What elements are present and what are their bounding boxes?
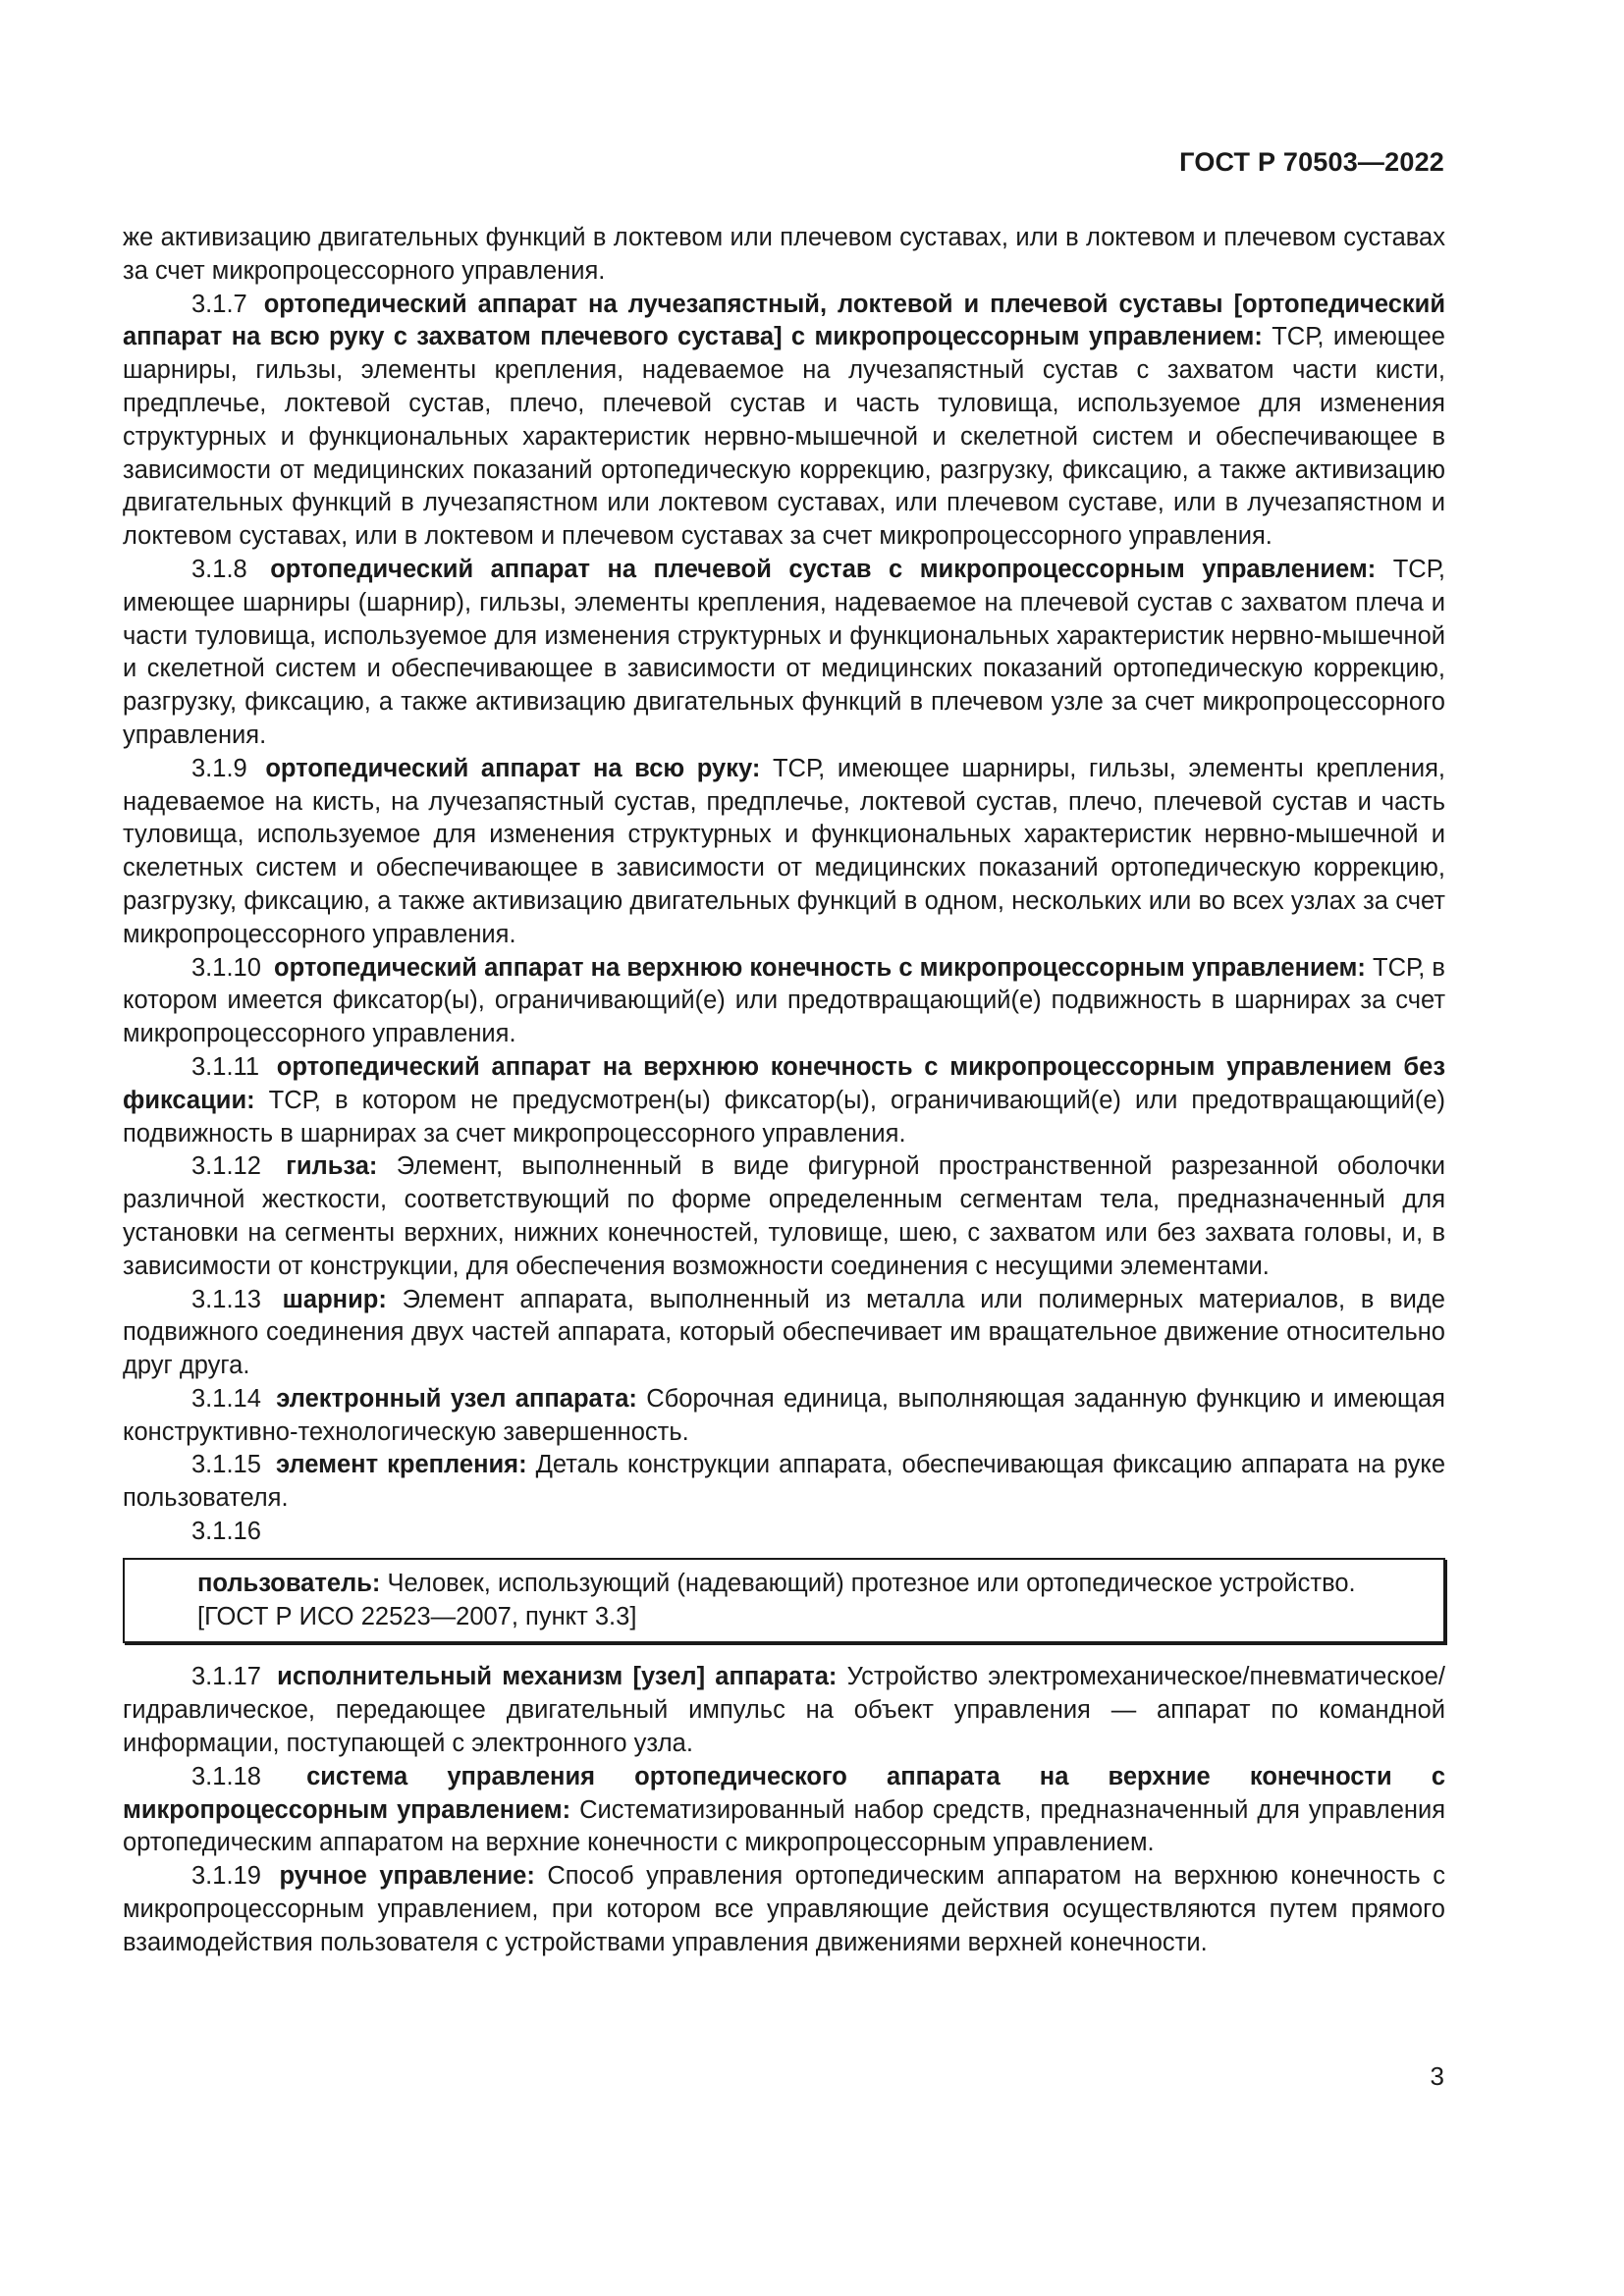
clause-number: 3.1.7: [191, 290, 247, 318]
definition-text: ТСР, имеющее шарниры, гильзы, элементы крепления, надеваемое на кисть, на лучезапястный сустав, предплечье, локтевой сустав, плечо, плечевой сустав и часть туловища, используемое для изменения структурных и функциональных характеристик нервно-мышечной и скелетных систем и обеспечивающее в зависимости от медицинских показаний ортопедическую коррекцию, разгрузку, фиксацию, а также активизацию двигательных функций в одном, нескольких или во всех узлах за счет микропроцессорного управления.: [123, 754, 1445, 948]
clause-number: 3.1.13: [191, 1285, 261, 1313]
definition-3-1-9: [123, 753, 1445, 952]
definition-text: ТСР, имеющее шарниры (шарнир), гильзы, элементы крепления, надеваемое на плечевой сустав с захватом плеча и части туловища, используемое для изменения структурных и функциональных характеристик нервно-мышечной и скелетной систем и обеспечивающее в зависимости от медицинских показаний ортопедическую коррекцию, разгрузку, фиксацию, а также активизацию двигательных функций в плечевом узле за счет микропроцессорного управления.: [123, 555, 1445, 749]
definition-text: Человек, использующий (надевающий) протезное или ортопедическое устройство.: [387, 1569, 1356, 1597]
definition-text: ТСР, в котором не предусмотрен(ы) фиксатор(ы), ограничивающий(е) или предотвращающий(е) подвижность в шарнирах за счет микропроцессорного управления.: [123, 1086, 1445, 1148]
term: ручное управление:: [279, 1862, 535, 1891]
definition-3-1-18: [123, 1761, 1445, 1860]
term: элемент крепления:: [275, 1451, 527, 1479]
quoted-definition: [138, 1568, 1430, 1601]
clause-number: 3.1.15: [191, 1451, 261, 1479]
clause-number: 3.1.8: [191, 555, 247, 583]
definition-text: Устройство электромеханическое/пневматическое/гидравлическое, передающее двигательный импульс на объект управления — аппарат по командной информации, поступающей с электронного узла.: [123, 1663, 1445, 1758]
definition-3-1-15: [123, 1449, 1445, 1516]
clause-number: 3.1.9: [191, 754, 247, 782]
intro-text: же активизацию двигательных функций в локтевом или плечевом суставах, или в локтевом и плечевом суставах за счет микропроцессорного управления.: [123, 224, 1445, 285]
clause-number: 3.1.19: [191, 1862, 261, 1891]
definition-text: ТСР, в котором имеется фиксатор(ы), ограничивающий(е) или предотвращающий(е) подвижность в шарнирах за счет микропроцессорного управления.: [123, 953, 1445, 1048]
standard-designation: ГОСТ Р 70503—2022: [1179, 147, 1444, 177]
term: ортопедический аппарат на лучезапястный, локтевой и плечевой суставы [ортопедический аппарат на всю руку с захватом плечевого сустава] с микропроцессорным управлением:: [123, 290, 1445, 351]
definition-text: Способ управления ортопедическим аппаратом на верхнюю конечность с микропроцессорным управлением, при котором все управляющие действия осуществляются путем прямого взаимодействия пользователя с устройствами управления движениями верхней конечности.: [123, 1862, 1446, 1956]
clause-number: 3.1.18: [191, 1762, 261, 1790]
term: ортопедический аппарат на верхнюю конечность с микропроцессорным управлением:: [274, 953, 1366, 982]
definition-3-1-16-number: [123, 1516, 1445, 1549]
definition-3-1-17: [123, 1661, 1445, 1760]
term: шарнир:: [282, 1285, 387, 1313]
definition-text: ТСР, имеющее шарниры, гильзы, элементы крепления, надеваемое на лучезапястный сустав с захватом части кисти, предплечье, локтевой сустав, плечо, плечевой сустав и часть туловища, используемое для изменения структурных и функциональных характеристик нервно-мышечной и скелетной систем и обеспечивающее в зависимости от медицинских показаний ортопедическую коррекцию, разгрузку, фиксацию, а также активизацию двигательных функций в лучезапястном или локтевом суставах, или плечевом суставе, или в лучезапястном и локтевом суставах, или в локтевом и плечевом суставах за счет микропроцессорного управления.: [123, 323, 1445, 551]
definition-3-1-11: [123, 1051, 1445, 1150]
term: гильза:: [286, 1152, 378, 1181]
definition-3-1-19: [123, 1860, 1445, 1959]
clause-number: 3.1.12: [191, 1152, 261, 1181]
clause-number: 3.1.11: [191, 1052, 260, 1081]
term: пользователь:: [197, 1569, 381, 1597]
definition-text: Систематизированный набор средств, предназначенный для управления ортопедическим аппаратом на верхние конечности с микропроцессорным управлением.: [123, 1795, 1446, 1857]
term: ортопедический аппарат на верхнюю конечность с микропроцессорным управлением без фиксации:: [123, 1052, 1445, 1114]
definition-text: Элемент аппарата, выполненный из металла или полимерных материалов, в виде подвижного соединения двух частей аппарата, который обеспечивает им вращательное движение относительно друг друга.: [123, 1285, 1445, 1380]
definition-3-1-12: [123, 1150, 1445, 1283]
term: электронный узел аппарата:: [276, 1384, 637, 1413]
intro-paragraph: [123, 222, 1445, 289]
definition-text: Сборочная единица, выполняющая заданную функцию и имеющая конструктивно-технологическую завершенность.: [123, 1384, 1445, 1446]
clause-number: 3.1.17: [191, 1663, 261, 1691]
definition-text: Деталь конструкции аппарата, обеспечивающая фиксацию аппарата на руке пользователя.: [123, 1451, 1446, 1513]
document-body: [123, 222, 1445, 1960]
definition-source: [ГОСТ Р ИСО 22523—2007, пункт 3.3]: [197, 1602, 637, 1630]
definition-3-1-10: [123, 952, 1445, 1051]
page-number: 3: [1430, 2061, 1444, 2091]
clause-number: 3.1.16: [191, 1518, 261, 1546]
clause-number: 3.1.10: [191, 953, 261, 982]
term: исполнительный механизм [узел] аппарата:: [277, 1663, 838, 1691]
clause-number: 3.1.14: [191, 1384, 261, 1413]
term: ортопедический аппарат на всю руку:: [265, 754, 761, 782]
definition-3-1-7: [123, 289, 1445, 554]
term: ортопедический аппарат на плечевой сустав с микропроцессорным управлением:: [270, 555, 1377, 583]
definition-text: Элемент, выполненный в виде фигурной пространственной разрезанной оболочки различной жесткости, соответствующий по форме определенным сегментам тела, предназначенный для установки на сегменты верхних, нижних конечностей, туловище, шею, с захватом или без захвата головы, и, в зависимости от конструкции, для обеспечения возможности соединения с несущими элементами.: [123, 1152, 1445, 1280]
definition-3-1-8: [123, 554, 1445, 753]
term: система управления ортопедического аппарата на верхние конечности с микропроцессорным управлением:: [123, 1762, 1445, 1824]
definition-3-1-14: [123, 1383, 1445, 1450]
definition-3-1-13: [123, 1284, 1445, 1383]
quoted-definition-box: [123, 1558, 1445, 1644]
